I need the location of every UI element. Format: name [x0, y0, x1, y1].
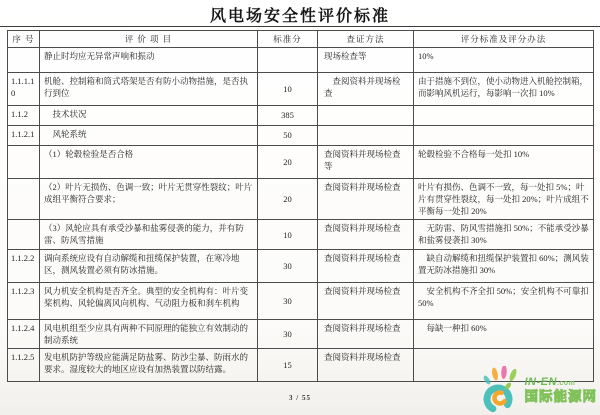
cell-score: 50: [258, 126, 318, 146]
cell-method: 查阅资料并现场检查: [318, 349, 414, 382]
cell-item: 风力机安全机构是否齐全。典型的安全机构有：叶片变桨机构、风轮偏离风向机构、气动阻力板和刹车机构: [40, 283, 258, 320]
cell-score: 10: [258, 73, 318, 106]
cell-score: 20: [258, 179, 318, 220]
cell-method: 查阅资料并现场检查: [318, 250, 414, 283]
cell-score: [258, 48, 318, 73]
column-header: 评分标准及评分办法: [414, 31, 594, 48]
cell-method: 查阅资料并现场检查: [318, 283, 414, 320]
document-title: 风电场安全性评价标准: [209, 8, 390, 25]
cell-no: 1.1.2: [8, 106, 40, 126]
cell-criteria: [414, 106, 594, 126]
column-header: 序 号: [8, 31, 40, 48]
cell-no: 1.1.2.5: [8, 349, 40, 382]
cell-no: [8, 179, 40, 220]
brand-name-cn: 国际能源网: [524, 388, 597, 404]
in-en-watermark: [479, 366, 598, 414]
cell-no: 1.1.2.4: [8, 320, 40, 349]
cell-score: 20: [258, 146, 318, 179]
table-row: [8, 320, 594, 349]
cell-method: 查阅资料并现场检查: [318, 73, 414, 106]
cell-criteria: 安全机构不齐全扣 50%；安全机构不可靠扣 50%: [414, 283, 594, 320]
evaluation-standards-table: [7, 30, 594, 382]
cell-no: [8, 48, 40, 73]
table-row: [8, 48, 594, 73]
cell-method: [318, 126, 414, 146]
cell-score: 15: [258, 349, 318, 382]
cell-criteria: 每缺一种扣 60%: [414, 320, 594, 349]
cell-method: 查阅资料并现场检查等: [318, 146, 414, 179]
cell-no: [8, 220, 40, 250]
cell-method: 现场检查等: [318, 48, 414, 73]
cell-criteria: 由于措施不到位，使小动物进入机舱控制箱，而影响风机运行，每影响一次扣 10%: [414, 73, 594, 106]
column-header: 标准分: [258, 31, 318, 48]
in-en-flower-icon: [479, 366, 523, 414]
page-number: 3 / 55: [289, 394, 311, 402]
cell-score: 30: [258, 283, 318, 320]
cell-score: 10: [258, 220, 318, 250]
cell-item: 技术状况: [40, 106, 258, 126]
cell-method: 查阅资料并现场检查: [318, 220, 414, 250]
table-row: [8, 250, 594, 283]
cell-item: 风电机组至少应具有两种不同原理的能独立有效制动的制动系统: [40, 320, 258, 349]
column-header: 查证方法: [318, 31, 414, 48]
cell-no: 1.1.2.2: [8, 250, 40, 283]
table-row: [8, 126, 594, 146]
cell-criteria: 叶片有损伤、色调不一致，每一处扣 5%；叶片有贯穿性裂纹，每一处扣 20%；叶片成组不平衡每一处扣 20%: [414, 179, 594, 220]
cell-item: 静止时均应无异常声响和振动: [40, 48, 258, 73]
cell-no: 1.1.2.1: [8, 126, 40, 146]
table-row: [8, 146, 594, 179]
cell-method: 查阅资料并现场检查: [318, 179, 414, 220]
cell-method: 查阅资料并现场检查: [318, 320, 414, 349]
cell-item: 机舱、控制箱和筒式塔架是否有防小动物措施，是否执行到位: [40, 73, 258, 106]
cell-score: 30: [258, 320, 318, 349]
cell-score: 30: [258, 250, 318, 283]
cell-no: 1.1.2.3: [8, 283, 40, 320]
table-header-row: [8, 31, 594, 48]
cell-score: 385: [258, 106, 318, 126]
table-body: [8, 48, 594, 382]
cell-no: 1.1.1.10: [8, 73, 40, 106]
title-divider: [0, 26, 600, 27]
brand-name-en: IN-EN.com: [524, 375, 576, 388]
table-row: [8, 73, 594, 106]
cell-criteria: [414, 126, 594, 146]
cell-item: （2）叶片无损伤、色调一致；叶片无贯穿性裂纹；叶片成组平衡符合要求；: [40, 179, 258, 220]
cell-item: 风轮系统: [40, 126, 258, 146]
cell-criteria: 缺自动解缆和扭缆保护装置扣 60%；测风装置无防冰措施扣 30%: [414, 250, 594, 283]
cell-item: 发电机防护等级应能满足防盐雾、防沙尘暴、防雨水的要求。湿度较大的地区应设有加热装置以防结露。: [40, 349, 258, 382]
cell-item: 调向系统应设有自动解缆和扭缆保护装置，在寒冷地区，测风装置必须有防冰措施。: [40, 250, 258, 283]
table-row: [8, 179, 594, 220]
table-row: [8, 283, 594, 320]
cell-item: （1）轮毂检验是否合格: [40, 146, 258, 179]
cell-method: [318, 106, 414, 126]
table-row: [8, 106, 594, 126]
cell-item: （3）风轮应具有承受沙暴和盐雾侵袭的能力，并有防雷、防风雪措施: [40, 220, 258, 250]
in-en-logo-text: [525, 377, 598, 404]
cell-criteria: 无防雷、防风雪措施扣 50%；不能承受沙暴和盐雾侵袭扣 30%: [414, 220, 594, 250]
column-header: 评 价 项 目: [40, 31, 258, 48]
cell-criteria: 轮毂检验不合格每一处扣 10%: [414, 146, 594, 179]
cell-criteria: 10%: [414, 48, 594, 73]
table-row: [8, 220, 594, 250]
cell-no: [8, 146, 40, 179]
